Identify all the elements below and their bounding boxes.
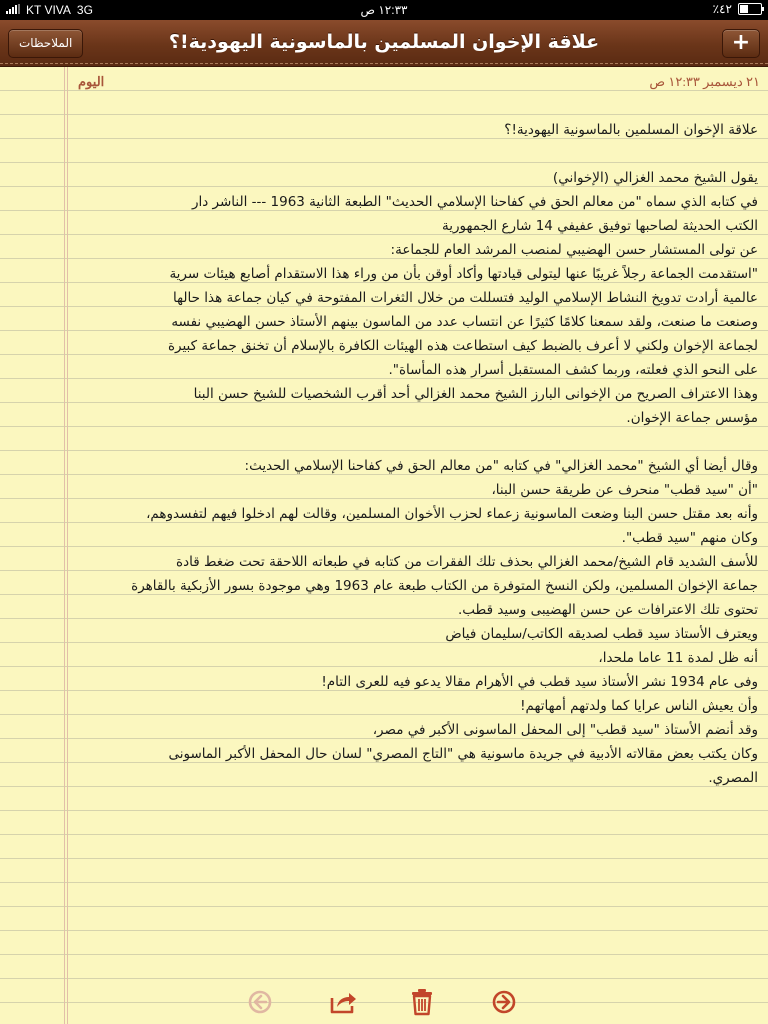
notes-list-button[interactable]: الملاحظات [8,29,83,58]
note-line: وكان يكتب بعض مقالاته الأدبية في جريدة ماسونية هي "التاج المصري" لسان حال المحفل الأكبر الماسونى [168,746,758,762]
note-body[interactable] [78,118,758,790]
forward-arrow-icon [490,988,518,1016]
trash-icon [409,988,435,1016]
note-title: علاقة الإخوان المسلمين بالماسونية اليهودية!؟ [168,31,600,53]
note-line: للأسف الشديد قام الشيخ/محمد الغزالي بحذف تلك الفقرات من كتابه في طبعاته اللاحقة تحت ضغط قادة [176,554,758,570]
note-line: أنه ظل لمدة 11 عاما ملحدا، [598,650,758,666]
note-line: وهذا الاعتراف الصريح من الإخوانى البارز الشيخ محمد الغزالي أحد أقرب الشخصيات للشيخ حسن البنا [193,386,758,402]
note-line: وقد أنضم الأستاذ "سيد قطب" إلى المحفل الماسونى الأكبر في مصر، [372,722,758,738]
network-type: 3G [76,3,93,17]
note-line: يقول الشيخ محمد الغزالي (الإخواني) [552,170,758,186]
note-line: الكتب الحديثة لصاحبها توفيق عفيفي 14 شارع الجمهورية [442,218,758,234]
note-line: عالمية أرادت تدويخ النشاط الإسلامي الوليد فتسللت من خلال الثغرات المفتوحة في كيان جماعة هذا حالها [173,290,758,306]
navigation-bar [0,20,768,67]
note-line: تحتوى تلك الاعترافات عن حسن الهضيبى وسيد قطب. [457,602,758,618]
back-arrow-icon [246,988,274,1016]
previous-note-button[interactable] [246,988,274,1016]
bottom-toolbar [0,980,768,1024]
status-bar [0,0,768,20]
share-icon [328,988,358,1016]
note-paper[interactable] [0,67,768,1024]
margin-line-left-2 [67,67,68,1024]
note-line: لجماعة الإخوان ولكني لا أعرف بالضبط كيف استطاعت هذه الهيئات الكافرة بالإسلام أن تخنق جماعة كبيرة [167,338,758,354]
note-meta [0,72,768,92]
leather-stitching [0,63,768,64]
note-line: وكان منهم "سيد قطب". [621,530,758,546]
margin-line-left [64,67,65,1024]
note-line: عن تولى المستشار حسن الهضيبي لمنصب المرشد العام للجماعة: [390,242,758,258]
delete-button[interactable] [409,988,437,1016]
next-note-button[interactable] [490,988,518,1016]
note-line: جماعة الإخوان المسلمين، ولكن النسخ المتوفرة من الكتاب طبعة عام 1963 وهي موجودة بسور الأزبكية بالقاهرة [131,578,758,594]
note-line: وقال أيضا أي الشيخ "محمد الغزالي" في كتابه "من معالم الحق في كفاحنا الإسلامي الحديث: [244,458,758,474]
note-line: وأنه بعد مقتل حسن البنا وضعت الماسونية زعماء لحزب الأخوان المسلمين، وقالت لهم ادخلوا فيهم لتفسدوهم، [146,506,758,522]
battery-icon [738,3,762,15]
note-line: "استقدمت الجماعة رجلاً غريبًا عنها ليتولى قيادتها وأكاد أوقن بأن من وراء هذا الاستقدام أصابع هيئات سرية [169,266,758,282]
note-line: علاقة الإخوان المسلمين بالماسونية اليهودية!؟ [504,122,758,138]
note-line [78,430,758,454]
note-date: ٢١ ديسمبر ١٢:٣٣ ص [649,74,760,89]
battery-percent: ٪٤٢ [712,2,732,16]
note-line: في كتابه الذي سماه "من معالم الحق في كفاحنا الإسلامي الحديث" الطبعة الثانية 1963 --- الناشر دار [191,194,758,210]
battery-fill [740,5,748,13]
note-line: المصري. [708,770,758,786]
note-line: وفى عام 1934 نشر الأستاذ سيد قطب في الأهرام مقالا يدعو فيه للعرى التام! [321,674,758,690]
note-line: مؤسس جماعة الإخوان. [626,410,758,426]
note-line: ويعترف الأستاذ سيد قطب لصديقه الكاتب/سليمان فياض [445,626,758,642]
share-button[interactable] [328,988,356,1016]
note-line: وصنعت ما صنعت، ولقد سمعنا كلامًا كثيرًا عن انتساب عدد من الماسون بينهم الأستاذ حسن الهضيبي نفسه [171,314,758,330]
note-line: "أن "سيد قطب" منحرف عن طريقة حسن البنا، [491,482,758,498]
note-line: وأن يعيش الناس عرايا كما ولدتهم أمهاتهم! [520,698,758,714]
status-time: ١٢:٣٣ ص [360,3,408,17]
add-note-button[interactable]: + [722,29,760,58]
carrier-name: KT VIVA [26,3,71,17]
note-line: على النحو الذي فعلته، وربما كشف المستقبل أسرار هذه المأساة". [388,362,758,378]
today-label: اليوم [78,74,105,89]
note-line [78,142,758,166]
